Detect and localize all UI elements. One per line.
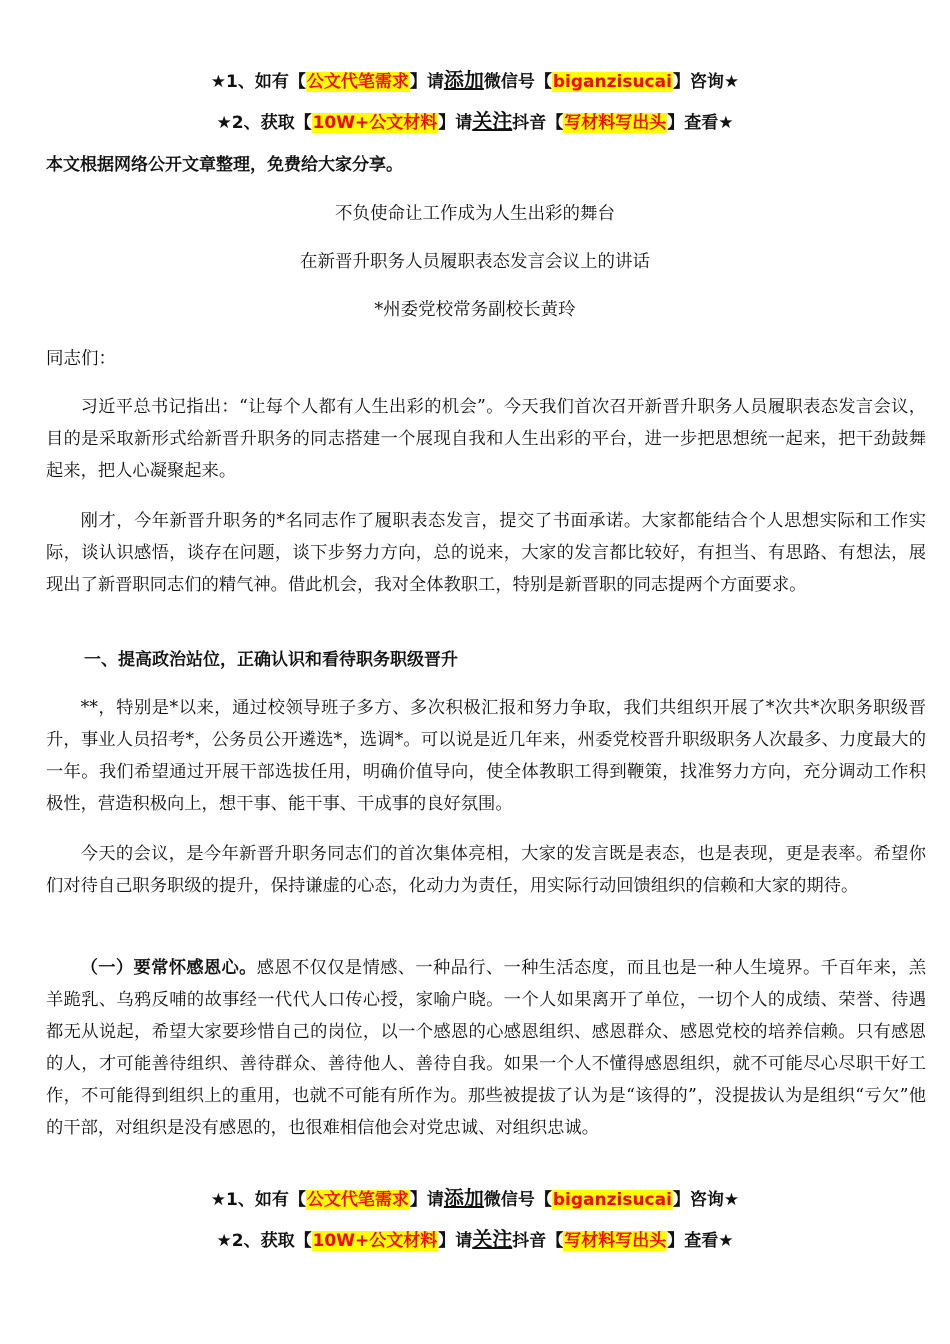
banner-highlight: biganzisucai xyxy=(552,1190,672,1210)
banner-highlight: 公文代笔需求 xyxy=(306,72,409,92)
banner-text: 】请 xyxy=(409,72,444,92)
banner-line-2-bottom xyxy=(0,1227,950,1253)
banner-text: 微信号【 xyxy=(483,1190,552,1210)
subsection-paragraph xyxy=(46,952,926,1144)
banner-highlight: biganzisucai xyxy=(552,72,672,92)
banner-highlight: 写材料写出头 xyxy=(564,1231,667,1251)
banner-prefix: ★2、获取【 xyxy=(216,113,312,133)
banner-text: 】请 xyxy=(438,1231,473,1251)
paragraph: **，特别是*以来，通过校领导班子多方、多次积极汇报和努力争取，我们共组织开展了*次共*次职务职级晋升，事业人员招考*，公务员公开遴选*，选调*。可以说是近几年来，州委党校晋升职级职务人次最多、力度最大的一年。我们希望通过开展干部选拔任用，明确价值导向，使全体教职工得到鞭策，找准努力方向，充分调动工作积极性，营造积极向上，想干事、能干事、干成事的良好氛围。 xyxy=(46,698,926,814)
banner-emphasis: 关注 xyxy=(472,1227,513,1251)
banner-emphasis: 添加 xyxy=(443,1186,484,1210)
subsection-body: 感恩不仅仅是情感、一种品行、一种生活态度，而且也是一种人生境界。千百年来，羔羊跪乳、乌鸦反哺的故事经一代代人口传心授，家喻户晓。一个人如果离开了单位，一切个人的成绩、荣誉、待遇都无从说起，希望大家要珍惜自己的岗位，以一个感恩的心感恩组织、感恩群众、感恩党校的培养信赖。只有感恩的人，才可能善待组织、善待群众、善待他人、善待自我。如果一个人不懂得感恩组织，就不可能尽心尽职干好工作，不可能得到组织上的重用，也就不可能有所作为。那些被提拔了认为是“该得的”，没提拔认为是组织“亏欠”他的干部，对组织是没有感恩的，也很难相信他会对党忠诚、对组织忠诚。 xyxy=(46,958,926,1138)
banner-emphasis: 关注 xyxy=(472,109,513,133)
banner-suffix: 】咨询★ xyxy=(672,1190,740,1210)
banner-line-1 xyxy=(0,68,950,94)
banner-highlight: 公文代笔需求 xyxy=(306,1190,409,1210)
banner-text: 抖音【 xyxy=(512,113,564,133)
document-title: 不负使命让工作成为人生出彩的舞台 xyxy=(335,204,615,224)
paragraph: 刚才，今年新晋升职务的*名同志作了履职表态发言，提交了书面承诺。大家都能结合个人思想实际和工作实际，谈认识感悟，谈存在问题，谈下步努力方向，总的说来，大家的发言都比较好，有担当、有思路、有想法，展现出了新晋职同志们的精气神。借此机会，我对全体教职工，特别是新晋职的同志提两个方面要求。 xyxy=(46,511,926,595)
banner-line-1-bottom xyxy=(0,1186,950,1212)
banner-prefix: ★2、获取【 xyxy=(216,1231,312,1251)
banner-suffix: 】咨询★ xyxy=(672,72,740,92)
intro-note: 本文根据网络公开文章整理，免费给大家分享。 xyxy=(46,155,403,175)
salutation: 同志们： xyxy=(46,349,116,369)
banner-suffix: 】查看★ xyxy=(667,1231,734,1251)
paragraph: 习近平总书记指出：“让每个人都有人生出彩的机会”。今天我们首次召开新晋升职务人员履职表态发言会议，目的是采取新形式给新晋升职务的同志搭建一个展现自我和人生出彩的平台，进一步把思想统一起来，把干劲鼓舞起来，把人心凝聚起来。 xyxy=(46,397,926,481)
banner-highlight: 10W+公文材料 xyxy=(312,113,438,133)
banner-text: 微信号【 xyxy=(483,72,552,92)
banner-highlight: 10W+公文材料 xyxy=(312,1231,438,1251)
banner-text: 】请 xyxy=(409,1190,444,1210)
document-subtitle: 在新晋升职务人员履职表态发言会议上的讲话 xyxy=(300,252,650,272)
section-heading: 一、提高政治站位，正确认识和看待职务职级晋升 xyxy=(84,650,458,670)
banner-emphasis: 添加 xyxy=(443,68,484,92)
banner-text: 抖音【 xyxy=(512,1231,564,1251)
banner-text: 】请 xyxy=(438,113,473,133)
banner-prefix: ★1、如有【 xyxy=(210,72,306,92)
document-author: *州委党校常务副校长黄玲 xyxy=(374,300,576,320)
paragraph: 今天的会议，是今年新晋升职务同志们的首次集体亮相，大家的发言既是表态，也是表现，更是表率。希望你们对待自己职务职级的提升，保持谦虚的心态，化动力为责任，用实际行动回馈组织的信赖和大家的期待。 xyxy=(46,844,926,896)
banner-suffix: 】查看★ xyxy=(667,113,734,133)
banner-prefix: ★1、如有【 xyxy=(210,1190,306,1210)
banner-line-2 xyxy=(0,109,950,135)
banner-highlight: 写材料写出头 xyxy=(564,113,667,133)
subsection-title: （一）要常怀感恩心。 xyxy=(80,958,257,978)
